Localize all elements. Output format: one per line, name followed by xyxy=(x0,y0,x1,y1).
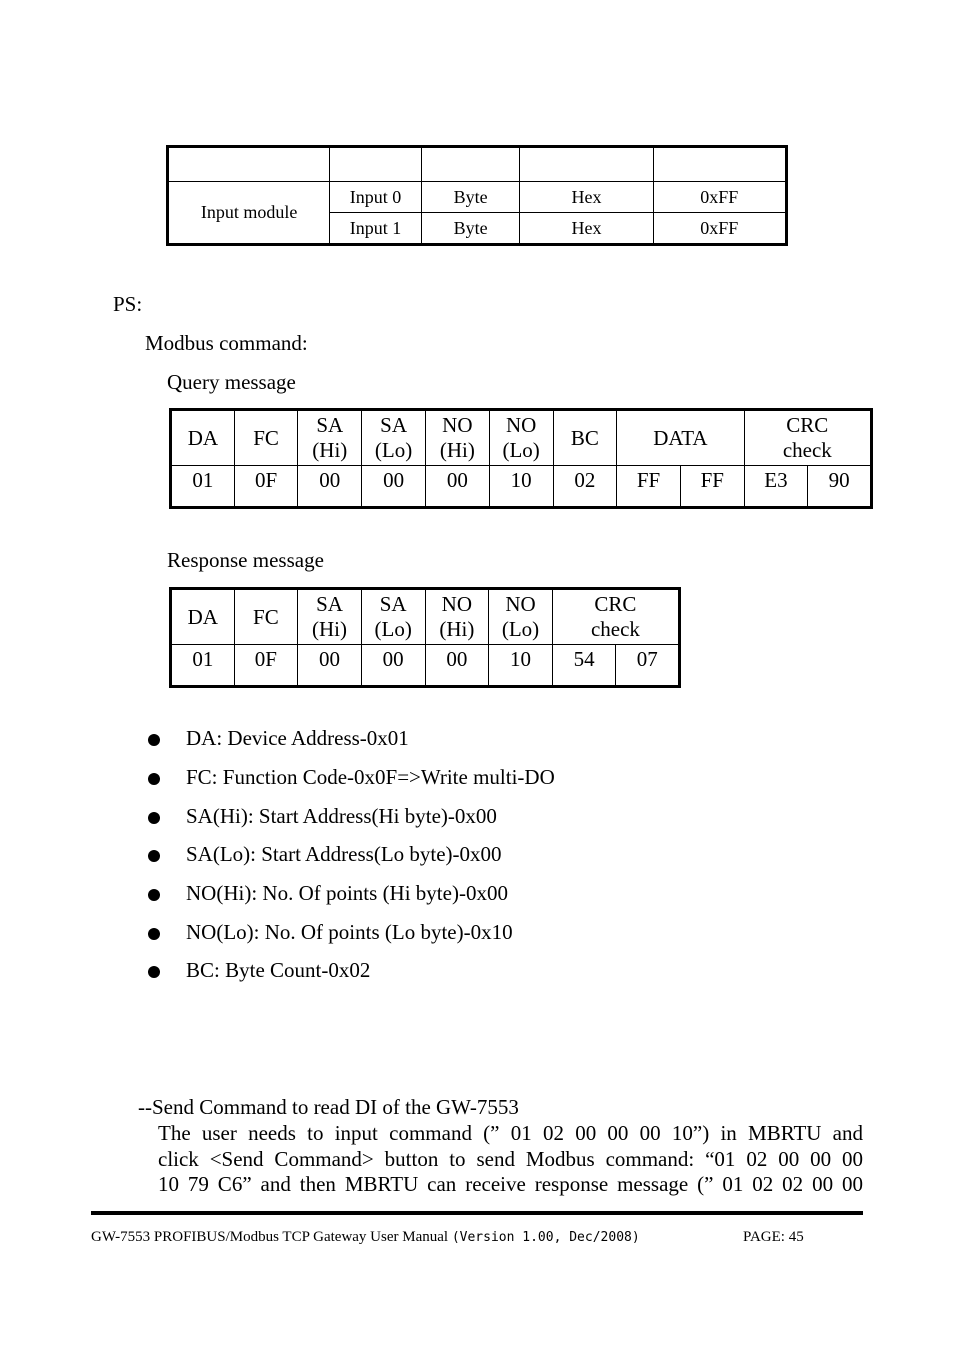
header-fc: FC xyxy=(234,410,298,466)
header-da: DA xyxy=(171,589,235,645)
value-cell: 90 xyxy=(808,466,872,508)
table-cell: Hex xyxy=(520,182,653,213)
header-no-hi xyxy=(425,589,489,645)
bullet-icon xyxy=(148,889,160,901)
header-data: DATA xyxy=(617,410,744,466)
table-cell: 0xFF xyxy=(653,182,786,213)
module-table xyxy=(166,145,788,246)
value-cell: 54 xyxy=(552,645,616,687)
module-group-label: Input module xyxy=(168,182,330,245)
list-item-text: SA(Hi): Start Address(Hi byte)-0x00 xyxy=(186,804,497,828)
value-cell: 10 xyxy=(489,645,553,687)
query-header-row xyxy=(171,410,872,466)
paragraph-line: The user needs to input command (” 01 02 00 00 00 10”) in MBRTU and xyxy=(158,1121,863,1145)
value-cell: 00 xyxy=(425,645,489,687)
header-da: DA xyxy=(171,410,235,466)
header-line: CRC xyxy=(786,413,829,437)
value-cell: E3 xyxy=(744,466,808,508)
header-crc xyxy=(552,589,679,645)
query-message-table xyxy=(169,408,873,509)
value-cell: 00 xyxy=(361,645,425,687)
value-cell: 00 xyxy=(298,466,362,508)
response-header-row xyxy=(171,589,680,645)
module-table-header-cell xyxy=(421,147,520,182)
bullet-icon xyxy=(148,850,160,862)
list-item-text: NO(Hi): No. Of points (Hi byte)-0x00 xyxy=(186,881,508,905)
header-line: NO xyxy=(442,413,473,437)
response-message-table xyxy=(169,587,681,688)
bullet-icon xyxy=(148,773,160,785)
bullet-icon xyxy=(148,734,160,746)
response-message-label: Response message xyxy=(167,548,324,572)
header-line: NO xyxy=(505,592,536,616)
footer-rule xyxy=(91,1211,863,1215)
table-cell: Byte xyxy=(421,182,520,213)
query-message-label: Query message xyxy=(167,370,296,394)
header-fc: FC xyxy=(234,589,298,645)
value-cell: 10 xyxy=(489,466,553,508)
header-line: CRC xyxy=(594,592,637,616)
module-table-header-cell xyxy=(168,147,330,182)
list-item-text: NO(Lo): No. Of points (Lo byte)-0x10 xyxy=(186,920,513,944)
value-cell: 07 xyxy=(616,645,680,687)
page-number: PAGE: 45 xyxy=(743,1229,804,1245)
response-value-row xyxy=(171,645,680,687)
header-sa-lo xyxy=(361,589,425,645)
value-cell: 00 xyxy=(425,466,489,508)
header-line: (Hi) xyxy=(312,617,347,641)
ps-label: PS: xyxy=(113,292,143,316)
header-line: SA xyxy=(379,592,407,616)
paragraph-line: click <Send Command> button to send Modbus command: “01 02 00 00 00 xyxy=(158,1146,863,1171)
table-cell: Byte xyxy=(421,213,520,245)
header-no-lo xyxy=(489,410,553,466)
list-item-text: FC: Function Code-0x0F=>Write multi-DO xyxy=(186,765,555,789)
value-cell: 01 xyxy=(171,466,235,508)
list-item-text: SA(Lo): Start Address(Lo byte)-0x00 xyxy=(186,842,502,866)
value-cell: 0F xyxy=(234,645,298,687)
value-cell: 0F xyxy=(234,466,298,508)
header-line: (Hi) xyxy=(439,438,475,462)
header-sa-hi xyxy=(298,589,362,645)
value-cell: FF xyxy=(680,466,744,508)
header-line: (Lo) xyxy=(374,617,412,641)
table-cell: Input 1 xyxy=(330,213,422,245)
value-cell: 02 xyxy=(553,466,617,508)
header-line: check xyxy=(590,617,640,641)
footer-version: (Version 1.00, Dec/2008) xyxy=(451,1230,640,1245)
header-no-hi xyxy=(425,410,489,466)
query-value-row xyxy=(171,466,872,508)
header-line: NO xyxy=(505,413,537,437)
table-cell: Input 0 xyxy=(330,182,422,213)
module-table-header-cell xyxy=(520,147,653,182)
header-crc xyxy=(744,410,871,466)
header-line: NO xyxy=(441,592,473,616)
list-item-text: BC: Byte Count-0x02 xyxy=(186,958,371,982)
footer-title xyxy=(91,1229,640,1246)
value-cell: FF xyxy=(617,466,681,508)
header-line: (Hi) xyxy=(439,617,475,641)
module-table-header-cell xyxy=(653,147,786,182)
table-cell: Hex xyxy=(520,213,653,245)
value-cell: 01 xyxy=(171,645,235,687)
paragraph xyxy=(158,1121,863,1198)
table-row xyxy=(168,182,787,213)
header-line: (Lo) xyxy=(502,438,540,462)
paragraph-line: 10 79 C6” and then MBRTU can receive response message (” 01 02 02 00 00 xyxy=(158,1172,863,1196)
modbus-command-label: Modbus command: xyxy=(145,331,308,355)
value-cell: 00 xyxy=(362,466,426,508)
header-no-lo xyxy=(489,589,553,645)
value-cell: 00 xyxy=(298,645,362,687)
header-line: (Lo) xyxy=(501,617,540,641)
header-line: SA xyxy=(380,413,407,437)
header-sa-lo xyxy=(362,410,426,466)
header-line: (Hi) xyxy=(312,438,348,462)
bullet-icon xyxy=(148,812,160,824)
header-line: check xyxy=(782,438,832,462)
bullet-icon xyxy=(148,966,160,978)
header-line: (Lo) xyxy=(374,438,413,462)
module-table-header-row xyxy=(168,147,787,182)
table-cell: 0xFF xyxy=(653,213,786,245)
footer-title-text: GW-7553 PROFIBUS/Modbus TCP Gateway User Manual xyxy=(91,1229,449,1245)
header-sa-hi xyxy=(298,410,362,466)
section-heading: --Send Command to read DI of the GW-7553 xyxy=(138,1095,519,1119)
header-bc: BC xyxy=(553,410,617,466)
module-table-header-cell xyxy=(330,147,422,182)
header-line: SA xyxy=(316,413,344,437)
bullet-icon xyxy=(148,928,160,940)
list-item-text: DA: Device Address-0x01 xyxy=(186,726,409,750)
header-line: SA xyxy=(316,592,343,616)
